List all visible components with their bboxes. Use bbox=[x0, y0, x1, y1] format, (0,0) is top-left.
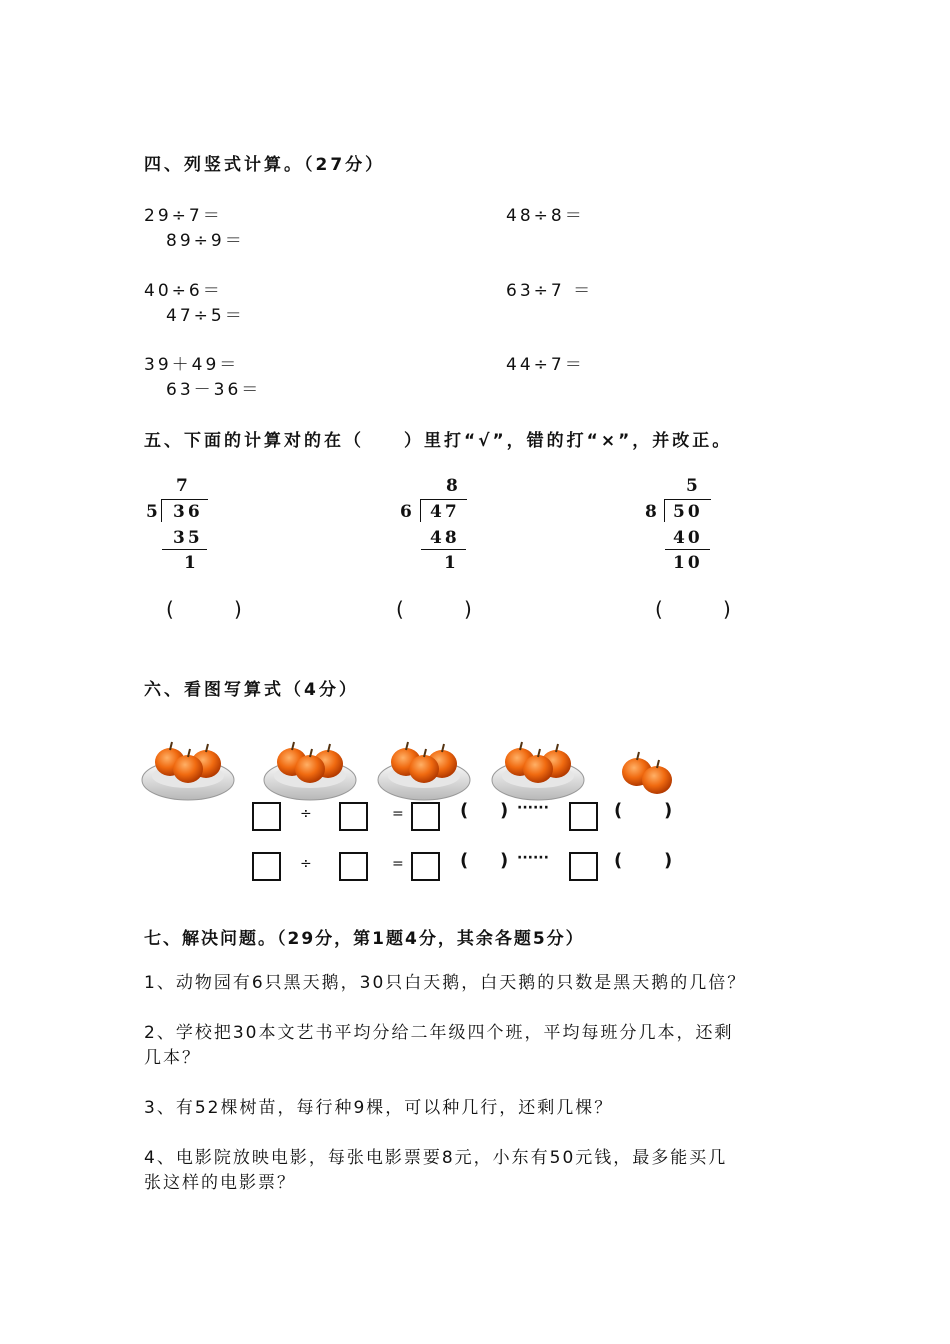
unit-paren-right: ) bbox=[664, 800, 673, 821]
word-problem-1: 1、动物园有6只黑天鹅，30只白天鹅，白天鹅的只数是黑天鹅的几倍？ bbox=[144, 973, 747, 993]
answer-paren-right-1: ) bbox=[234, 597, 242, 621]
product: 35 bbox=[173, 528, 203, 548]
problem-44-div-7: 44÷7＝ bbox=[506, 355, 585, 375]
answer-box-quotient[interactable] bbox=[411, 802, 440, 831]
word-problem-2-line-1: 2、学校把30本文艺书平均分给二年级四个班，平均每班分几本，还剩 bbox=[144, 1023, 734, 1043]
equals-sign: = bbox=[392, 806, 404, 822]
answer-box-divisor[interactable] bbox=[339, 802, 368, 831]
answer-box-dividend[interactable] bbox=[252, 802, 281, 831]
plate-1 bbox=[142, 742, 234, 800]
problem-47-div-5: 47÷5＝ bbox=[166, 306, 245, 326]
unit-paren-left: ( bbox=[460, 800, 469, 821]
word-problem-4-line-1: 4、电影院放映电影，每张电影票要8元，小东有50元钱，最多能买几 bbox=[144, 1148, 728, 1168]
quotient: 5 bbox=[686, 476, 701, 496]
divisor: 6 bbox=[400, 502, 415, 522]
unit-paren-right: ) bbox=[664, 850, 673, 871]
word-problem-4-line-2: 张这样的电影票？ bbox=[144, 1173, 296, 1193]
divide-sign: ÷ bbox=[300, 806, 312, 822]
divisor: 8 bbox=[645, 502, 660, 522]
answer-paren-right-3: ) bbox=[723, 597, 731, 621]
problem-89-div-9: 89÷9＝ bbox=[166, 231, 245, 251]
equals-sign: = bbox=[392, 856, 404, 872]
subtraction-line bbox=[162, 549, 207, 550]
quotient: 7 bbox=[176, 476, 191, 496]
remainder: 1 bbox=[184, 553, 199, 573]
problem-40-div-6: 40÷6＝ bbox=[144, 281, 223, 301]
quotient: 8 bbox=[446, 476, 461, 496]
dividend: 50 bbox=[673, 502, 703, 522]
subtraction-line bbox=[665, 549, 710, 550]
answer-box-dividend[interactable] bbox=[252, 852, 281, 881]
section-7-title: 七、解决问题。（29分，第1题4分，其余各题5分） bbox=[144, 929, 585, 949]
problem-39-plus-49: 39＋49＝ bbox=[144, 355, 240, 375]
section-6-title: 六、看图写算式（4分） bbox=[144, 680, 359, 700]
problem-63-minus-36: 63－36＝ bbox=[166, 380, 262, 400]
unit-paren-left: ( bbox=[614, 800, 623, 821]
remainder: 1 bbox=[444, 553, 459, 573]
answer-box-divisor[interactable] bbox=[339, 852, 368, 881]
answer-paren-right-2: ) bbox=[464, 597, 472, 621]
remainder-dots: ······ bbox=[517, 800, 549, 816]
unit-paren-right: ) bbox=[500, 850, 509, 871]
unit-paren-left: ( bbox=[460, 850, 469, 871]
product: 40 bbox=[673, 528, 703, 548]
plate-4 bbox=[492, 742, 584, 800]
remainder-dots: ······ bbox=[517, 850, 549, 866]
word-problem-3: 3、有52棵树苗，每行种9棵，可以种几行，还剩几棵？ bbox=[144, 1098, 614, 1118]
unit-paren-left: ( bbox=[614, 850, 623, 871]
word-problem-2-line-2: 几本？ bbox=[144, 1048, 201, 1068]
dividend: 47 bbox=[430, 502, 460, 522]
answer-box-quotient[interactable] bbox=[411, 852, 440, 881]
product: 48 bbox=[430, 528, 460, 548]
plate-3 bbox=[378, 742, 470, 800]
answer-box-remainder[interactable] bbox=[569, 802, 598, 831]
subtraction-line bbox=[421, 549, 466, 550]
answer-paren-left-2: ( bbox=[396, 597, 404, 621]
answer-box-remainder[interactable] bbox=[569, 852, 598, 881]
problem-29-div-7: 29÷7＝ bbox=[144, 206, 223, 226]
divisor: 5 bbox=[146, 502, 161, 522]
answer-paren-left-3: ( bbox=[655, 597, 663, 621]
apple-plates-picture bbox=[140, 732, 700, 806]
problem-48-div-8: 48÷8＝ bbox=[506, 206, 585, 226]
problem-63-div-7: 63÷7 ＝ bbox=[506, 281, 594, 301]
dividend: 36 bbox=[173, 502, 203, 522]
divide-sign: ÷ bbox=[300, 856, 312, 872]
remainder: 10 bbox=[673, 553, 703, 573]
unit-paren-right: ) bbox=[500, 800, 509, 821]
section-5-title: 五、下面的计算对的在（ ）里打“√”，错的打“×”，并改正。 bbox=[144, 431, 733, 451]
loose-apples bbox=[622, 752, 672, 794]
section-4-title: 四、列竖式计算。（27分） bbox=[144, 155, 386, 175]
plate-2 bbox=[264, 742, 356, 800]
answer-paren-left-1: ( bbox=[166, 597, 174, 621]
